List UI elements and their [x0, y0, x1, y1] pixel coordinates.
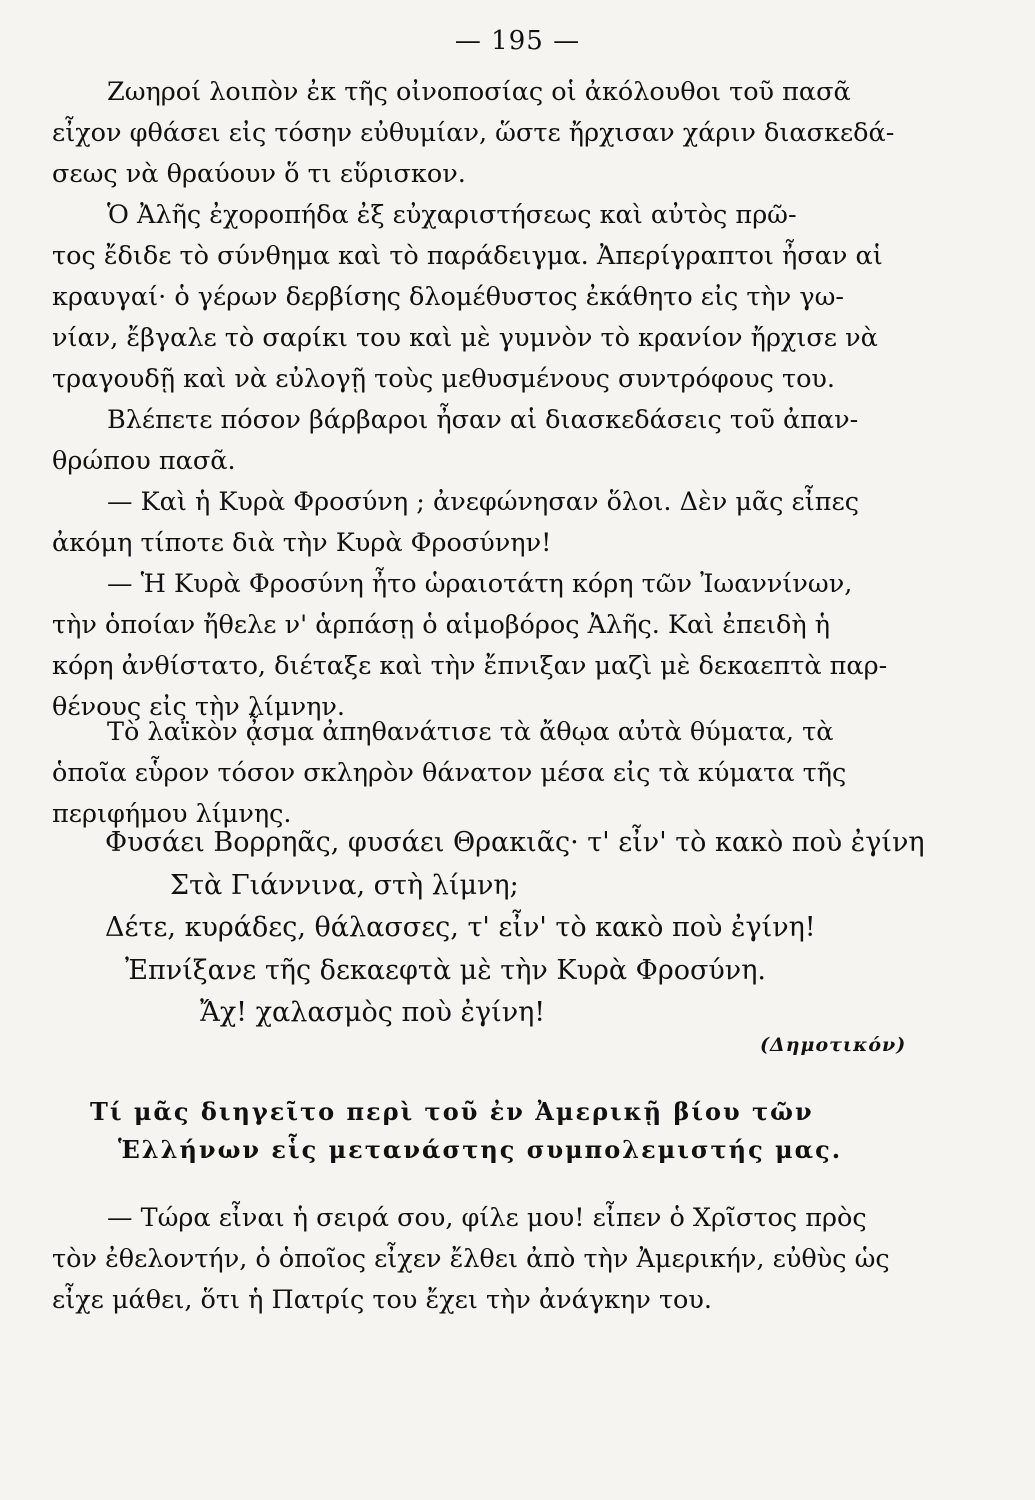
text-line: — Ἡ Κυρὰ Φροσύνη ἦτο ὡραιοτάτη κόρη τῶν Ἰωαννίνων, — [107, 569, 853, 599]
paragraph-4 — [52, 482, 952, 564]
text-line: θρώπου πασᾶ. — [52, 446, 236, 476]
section-paragraph — [52, 1198, 952, 1321]
text-line: εἶχον φθάσει εἰς τόσην εὐθυμίαν, ὥστε ἤρχισαν χάριν διασκεδά- — [52, 118, 895, 148]
text-line: περιφήμου λίμνης. — [52, 799, 292, 829]
paragraph-6 — [52, 712, 952, 835]
text-line: κραυγαί· ὁ γέρων δερβίσης δλομέθυστος ἐκάθητο εἰς τὴν γω- — [52, 282, 845, 312]
heading-line: Ἑλλήνων εἷς μετανάστης συμπολεμιστής μας. — [118, 1135, 843, 1164]
text-line: ἀκόμη τίποτε διὰ τὴν Κυρὰ Φροσύνην! — [52, 528, 552, 558]
text-line: ὁποῖα εὗρον τόσον σκληρὸν θάνατον μέσα εἰς τὰ κύματα τῆς — [52, 758, 847, 788]
paragraph-3 — [52, 400, 952, 482]
section-heading — [90, 1093, 950, 1169]
text-line: θένους εἰς τὴν λίμνην. — [52, 692, 346, 722]
poem-line: Ἐπνίξανε τῆς δεκαεφτὰ μὲ τὴν Κυρὰ Φροσύνη. — [125, 954, 766, 986]
poem-attribution: (Δημοτικόν) — [760, 1034, 907, 1056]
poem-line: Στὰ Γιάννινα, στὴ λίμνη; — [170, 869, 519, 901]
text-line: — Τώρα εἶναι ἡ σειρά σου, φίλε μου! εἶπεν ὁ Χρῖστος πρὸς — [107, 1203, 867, 1233]
text-line: Τὸ λαϊκὸν ᾆσμα ἀπηθανάτισε τὰ ἄθῳα αὐτὰ θύματα, τὰ — [107, 717, 834, 747]
folk-song-poem — [105, 822, 965, 1035]
text-line: Βλέπετε πόσον βάρβαροι ἦσαν αἱ διασκεδάσεις τοῦ ἀπαν- — [107, 405, 859, 435]
text-line: τὸν ἐθελοντήν, ὁ ὁποῖος εἶχεν ἔλθει ἀπὸ τὴν Ἀμερικήν, εὐθὺς ὡς — [52, 1244, 890, 1274]
text-line: τὴν ὁποίαν ἤθελε ν' ἁρπάσῃ ὁ αἱμοβόρος Ἀλῆς. Καὶ ἐπειδὴ ἡ — [52, 610, 831, 640]
heading-line: Τί μᾶς διηγεῖτο περὶ τοῦ ἐν Ἀμερικῇ βίου τῶν — [90, 1097, 814, 1126]
text-line: τος ἔδιδε τὸ σύνθημα καὶ τὸ παράδειγμα. Ἀπερίγραπτοι ἦσαν αἱ — [52, 241, 883, 271]
text-line: Ζωηροί λοιπὸν ἐκ τῆς οἰνοποσίας οἱ ἀκόλουθοι τοῦ πασᾶ — [107, 77, 851, 107]
text-line: τραγουδῇ καὶ νὰ εὐλογῇ τοὺς μεθυσμένους συντρόφους του. — [52, 364, 836, 394]
poem-line: Δέτε, κυράδες, θάλασσες, τ' εἶν' τὸ κακὸ ποὺ ἐγίνη! — [105, 912, 816, 943]
paragraph-5 — [52, 564, 952, 728]
text-line: κόρη ἀνθίστατο, διέταξε καὶ τὴν ἔπνιξαν μαζὶ μὲ δεκαεπτὰ παρ- — [52, 651, 888, 681]
poem-line: Φυσάει Βορρηᾶς, φυσάει Θρακιᾶς· τ' εἶν' τὸ κακὸ ποὺ ἐγίνη — [105, 827, 925, 858]
paragraph-1 — [52, 72, 952, 195]
text-line: Ὁ Ἀλῆς ἐχοροπήδα ἐξ εὐχαριστήσεως καὶ αὐτὸς πρῶ- — [107, 200, 797, 230]
paragraph-2 — [52, 195, 952, 400]
text-line: εἶχε μάθει, ὅτι ἡ Πατρίς του ἔχει τὴν ἀνάγκην του. — [52, 1285, 713, 1315]
text-line: — Καὶ ἡ Κυρὰ Φροσύνη ; ἀνεφώνησαν ὅλοι. Δὲν μᾶς εἶπες — [107, 487, 859, 517]
text-line: νίαν, ἔβγαλε τὸ σαρίκι του καὶ μὲ γυμνὸν τὸ κρανίον ἤρχισε νὰ — [52, 323, 878, 353]
poem-line: Ἄχ! χαλασμὸς ποὺ ἐγίνη! — [200, 997, 546, 1028]
page-number: — 195 — — [454, 26, 581, 56]
text-line: σεως νὰ θραύουν ὅ τι εὕρισκον. — [52, 159, 466, 189]
